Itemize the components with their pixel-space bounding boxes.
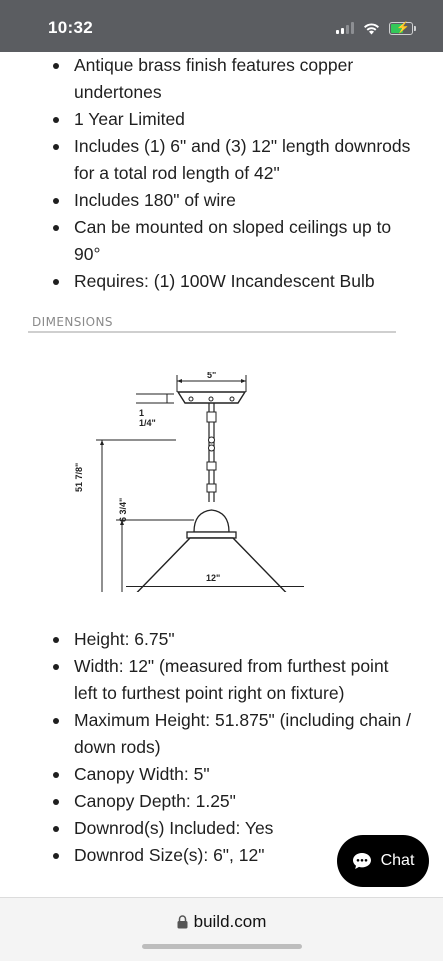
chat-label: Chat — [380, 852, 415, 869]
browser-address-bar[interactable] — [0, 897, 443, 961]
shade-width-text: 12" — [206, 573, 221, 583]
url-display[interactable] — [0, 912, 443, 932]
status-bar — [0, 0, 443, 52]
chat-button[interactable] — [337, 835, 429, 887]
cellular-signal-icon — [336, 22, 354, 34]
list-item: Antique brass finish features copper undertones — [0, 52, 443, 106]
wifi-icon — [363, 22, 380, 35]
list-item: Requires: (1) 100W Incandescent Bulb — [0, 268, 443, 295]
list-item: Maximum Height: 51.875" (including chain / down rods) — [0, 707, 443, 761]
list-item: Includes (1) 6" and (3) 12" length downrods for a total rod length of 42" — [0, 133, 443, 187]
home-indicator[interactable] — [142, 944, 302, 949]
overall-height-text: 51 7/8" — [74, 462, 84, 492]
dimensions-diagram — [86, 372, 326, 592]
status-time: 10:32 — [48, 18, 93, 37]
lock-icon — [177, 915, 188, 929]
shade-width-dimension — [126, 586, 304, 587]
chat-bubble-icon — [352, 852, 372, 870]
list-item: Canopy Width: 5" — [0, 761, 443, 788]
list-item: 1 Year Limited — [0, 106, 443, 133]
status-icons — [336, 20, 413, 36]
list-item: Includes 180" of wire — [0, 187, 443, 214]
canopy-depth-text: 1 1/4" — [139, 408, 156, 428]
list-item: Can be mounted on sloped ceilings up to 90° — [0, 214, 443, 268]
list-item: Height: 6.75" — [0, 626, 443, 653]
divider — [28, 331, 396, 333]
list-item: Downrod Size(s): 6", 12" — [0, 842, 443, 869]
shade-height-text: 6 3/4" — [118, 497, 128, 522]
specification-list — [0, 626, 443, 869]
canopy-width-label: 5" — [207, 372, 217, 380]
list-item: Width: 12" (measured from furthest point left to furthest point right on fixture) — [0, 653, 443, 707]
list-item: Downrod(s) Included: Yes — [0, 815, 443, 842]
dimensions-heading: DIMENSIONS — [32, 315, 113, 329]
list-item: Canopy Depth: 1.25" — [0, 788, 443, 815]
url-text: build.com — [193, 912, 267, 931]
battery-charging-icon: ⚡ — [389, 22, 413, 35]
feature-list — [0, 52, 443, 295]
